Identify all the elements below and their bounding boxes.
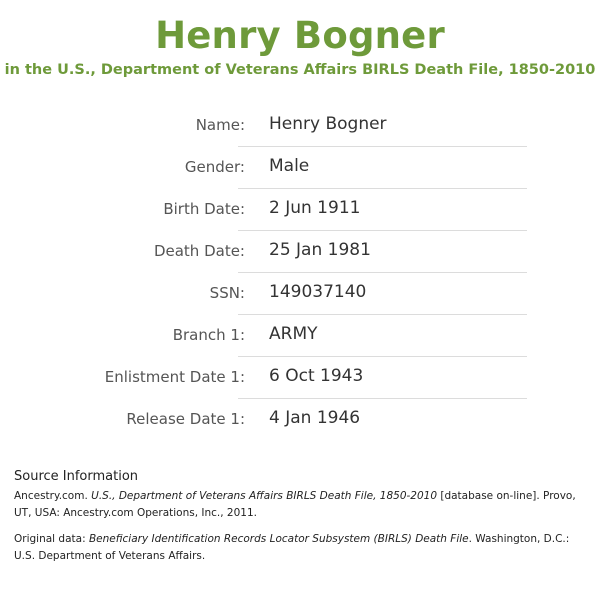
field-row-gender bbox=[70, 146, 527, 188]
field-label: Name: bbox=[195, 116, 245, 134]
field-row-name bbox=[70, 104, 527, 146]
field-row-death-date bbox=[70, 230, 527, 272]
field-row-birth-date bbox=[70, 188, 527, 230]
source-citation bbox=[14, 488, 586, 522]
field-label: Release Date 1: bbox=[126, 410, 245, 428]
field-value: 25 Jan 1981 bbox=[269, 240, 371, 260]
citation-prefix: Ancestry.com. bbox=[14, 490, 92, 502]
original-prefix: Original data: bbox=[14, 533, 89, 545]
field-label: Gender: bbox=[184, 158, 245, 176]
collection-title: in the U.S., Department of Veterans Affairs BIRLS Death File, 1850-2010 bbox=[4, 62, 596, 78]
field-value: 149037140 bbox=[269, 282, 367, 302]
field-value: 2 Jun 1911 bbox=[269, 198, 361, 218]
source-heading: Source Information bbox=[14, 469, 139, 484]
source-information bbox=[14, 468, 586, 574]
field-value: Male bbox=[269, 156, 310, 176]
field-row-ssn bbox=[70, 272, 527, 314]
field-row-enlistment-date-1 bbox=[70, 356, 527, 398]
field-row-branch-1 bbox=[70, 314, 527, 356]
field-row-release-date-1 bbox=[70, 398, 527, 440]
field-value: 6 Oct 1943 bbox=[269, 366, 364, 386]
original-title: Beneficiary Identification Records Locator Subsystem (BIRLS) Death File bbox=[88, 533, 469, 545]
field-value: 4 Jan 1946 bbox=[269, 408, 361, 428]
field-value: Henry Bogner bbox=[269, 114, 387, 134]
field-label: Birth Date: bbox=[163, 200, 245, 218]
field-label: Death Date: bbox=[153, 242, 245, 260]
original-data-citation bbox=[14, 531, 586, 565]
record-fields bbox=[70, 104, 527, 440]
field-label: Enlistment Date 1: bbox=[104, 368, 245, 386]
field-label: Branch 1: bbox=[172, 326, 245, 344]
citation-suffix: [database on-line]. Provo, UT, USA: Ancestry.com Operations, Inc., 2011. bbox=[14, 490, 576, 519]
field-value: ARMY bbox=[269, 324, 318, 344]
field-label: SSN: bbox=[209, 284, 245, 302]
original-suffix: . Washington, D.C.: U.S. Department of Veterans Affairs. bbox=[14, 533, 570, 562]
citation-title: U.S., Department of Veterans Affairs BIRLS Death File, 1850-2010 bbox=[91, 490, 438, 502]
record-name-title: Henry Bogner bbox=[155, 14, 445, 57]
